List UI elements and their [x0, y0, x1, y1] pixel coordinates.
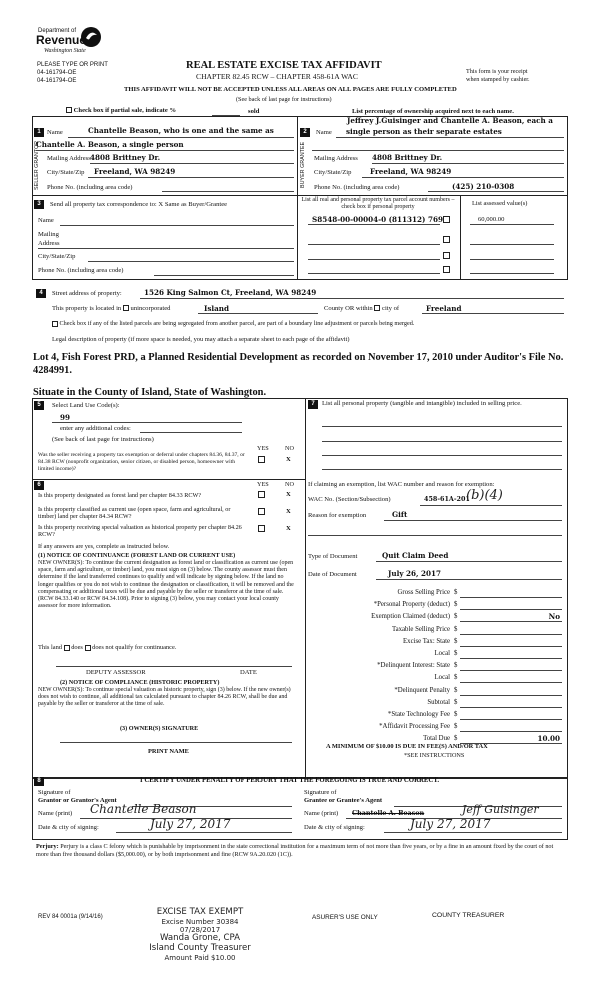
does-checkbox[interactable] — [64, 645, 70, 651]
wac-claim: If claiming an exemption, list WAC number and reason for exemption: — [308, 481, 495, 488]
sec2-mail-label: Mailing Address — [314, 155, 358, 162]
section-4-number: 4 — [36, 289, 46, 298]
warning: THIS AFFIDAVIT WILL NOT BE ACCEPTED UNLESS ALL AREAS ON ALL PAGES ARE FULLY COMPLETED — [124, 86, 457, 93]
dor-logo — [36, 26, 96, 60]
sec3-city-label: City/State/Zip — [38, 253, 76, 260]
stamp-office: Island County Treasurer — [149, 942, 251, 953]
segregated-label: Check box if any of the listed parcels are being segregated from another parcel, are part of a boundary line adjustment or parcels being merged. — [59, 320, 415, 327]
sec3-send-label — [50, 201, 227, 209]
stamp-date: 07/28/2017 — [179, 925, 221, 934]
grantee-sig-label-1: Signature of — [304, 789, 337, 796]
certify-statement: I CERTIFY UNDER PENALTY OF PERJURY THAT THE FOREGOING IS TRUE AND CORRECT. — [140, 777, 440, 784]
sec5-sec6-divider — [32, 479, 305, 480]
sec1-mail-line — [90, 163, 294, 164]
tax-row-dollar: $ — [454, 674, 458, 682]
grantor-date-line — [116, 832, 292, 833]
dept-line2: Revenue — [36, 33, 87, 47]
doc-type-label: Type of Document — [308, 553, 358, 560]
does-not-label: does not qualify for continuance. — [92, 644, 177, 651]
parcel-personal-checkbox-1[interactable] — [443, 216, 450, 223]
does-not-checkbox[interactable] — [85, 645, 91, 651]
please-type: PLEASE TYPE OR PRINT — [37, 62, 108, 68]
current-use-answer: X — [286, 508, 291, 515]
partial-sale-checkbox[interactable] — [66, 107, 72, 113]
sec2-mail-value: 4808 Brittney Dr. — [372, 153, 443, 162]
party-hdivider — [32, 195, 568, 196]
doc-date-line — [376, 579, 562, 580]
sec2-phone-label: Phone No. (including area code) — [314, 184, 400, 191]
sec1-name-label: Name — [47, 129, 63, 136]
sec1-city-value: Freeland, WA 98249 — [94, 167, 176, 176]
sec3-phone-line — [154, 275, 294, 276]
sec1-mail-value: 4808 Brittney Dr. — [90, 153, 161, 162]
historic-yes-checkbox[interactable] — [258, 525, 265, 532]
grantee-date-label: Date & city of signing: — [304, 824, 365, 831]
assessed-line-4 — [470, 273, 554, 274]
land-use-line — [52, 422, 242, 423]
land-use-value: 99 — [60, 413, 71, 422]
county-or-label — [324, 305, 399, 313]
notice2-text: NEW OWNER(S): To continue special valuation as historic property, sign (3) below. If the new owner(s) does not wish to continue, all additional tax calculated pursuant to chapter 84.26 RCW, shall be due and payable by the seller or transferor at the time of sale. — [38, 687, 291, 708]
grantor-sig-label-1: Signature of — [38, 789, 71, 796]
personal-property-label: List all personal property (tangible and intangible) included in selling price. — [322, 400, 522, 407]
tax-row-label: Taxable Selling Price — [391, 625, 450, 633]
tax-row-label: *Personal Property (deduct) — [373, 601, 450, 609]
reason-line — [384, 520, 562, 521]
tax-row-line — [460, 731, 562, 732]
sec2-mail-line — [372, 163, 564, 164]
perjury-text: Perjury is a class C felony which is punishable by imprisonment in the state correctional institution for a maximum term of not more than five years, or by a fine in an amount fixed by the court of not more than five thousand dollars ($5,000.00), or by both imprisonment and fine (RCW 9A.20.020 (1C)). — [36, 843, 554, 858]
tax-row-dollar: $ — [454, 650, 458, 657]
parcel-personal-checkbox-3[interactable] — [443, 252, 450, 259]
assessed-line-2 — [470, 244, 554, 245]
tax-row-dollar: $ — [454, 723, 458, 731]
tax-row-dollar: $ — [454, 711, 458, 718]
sec3-city-line — [88, 261, 294, 262]
section-1-number: 1 — [34, 128, 44, 137]
grantee-name-typed: Chantelle A. Beason — [352, 809, 425, 817]
sec5-see-back: (See back of last page for instructions) — [52, 436, 154, 443]
sec2-city-line — [362, 177, 564, 178]
treasurer-use: ASURER'S USE ONLY — [312, 914, 378, 921]
sec1-mail-label: Mailing Address — [47, 155, 91, 162]
party-divider — [297, 116, 298, 280]
tax-row-line — [460, 609, 562, 610]
wac-line — [420, 505, 562, 506]
county-label: County OR within — [324, 305, 373, 312]
receipt-note-1: This form is your receipt — [466, 68, 528, 75]
parcel-header: List all real and personal property tax parcel account numbers – check box if personal property — [301, 197, 455, 211]
street-label: Street address of property: — [52, 290, 122, 297]
forest-question: Is this property designated as forest land per chapter 84.33 RCW? — [38, 492, 202, 499]
tax-row-label: Exemption Claimed (deduct) — [371, 613, 450, 621]
current-use-yes-checkbox[interactable] — [258, 508, 265, 515]
buyer-side-label: BUYER GRANTEE — [300, 141, 306, 189]
deputy-label: DEPUTY ASSESSOR — [86, 669, 146, 676]
parcel-line-3 — [308, 259, 440, 260]
tax-row-line — [460, 658, 562, 659]
county-line — [198, 313, 318, 314]
doc-date-value: July 26, 2017 — [388, 569, 442, 578]
assessed-divider — [460, 195, 461, 280]
tax-row-line — [460, 621, 562, 622]
tax-row-label: Subtotal — [427, 698, 450, 706]
reason-label: Reason for exemption — [308, 512, 367, 519]
sec3-phone-label: Phone No. (including area code) — [38, 267, 124, 274]
segregated-row — [52, 320, 414, 327]
stamp-number: Excise Number 30384 — [161, 917, 239, 926]
sec1-city-label: City/State/Zip — [47, 169, 85, 176]
forest-yes-checkbox[interactable] — [258, 491, 265, 498]
sec6-no: NO — [285, 481, 294, 488]
tax-row-label: Gross Selling Price — [397, 589, 450, 596]
sec1-name-line2 — [36, 150, 294, 151]
tax-row-label: *Delinquent Interest: State — [377, 662, 450, 670]
exempt-stamp — [130, 908, 270, 962]
sec1-name-value: Chantelle Beason, who is one and the same as — [88, 126, 274, 135]
unincorporated-checkbox[interactable] — [123, 305, 129, 311]
wac-subsection-hand: (b)(4) — [466, 488, 503, 503]
qualify-row — [38, 644, 176, 651]
parcel-value: S8548-00-00004-0 (811312) 769 — [312, 215, 443, 224]
notice2-title: (2) NOTICE OF COMPLIANCE (HISTORIC PROPERTY) — [60, 679, 220, 686]
does-label: does — [71, 644, 83, 651]
tax-row-dollar: $ — [454, 625, 458, 633]
tax-row-dollar: $ — [454, 662, 458, 670]
sec1-name-line — [68, 137, 294, 138]
pp-line-4 — [322, 469, 562, 470]
list-pct-note: List percentage of ownership acquired next to each name. — [352, 108, 514, 115]
located-row — [52, 305, 170, 313]
minimum-due: A MINIMUM OF $10.00 IS DUE IN FEE(S) AND/OR TAX — [326, 743, 488, 750]
grantee-name-hand: Jeff Guisinger — [462, 803, 539, 816]
sec3-mail-label: Mailing Address — [38, 231, 60, 247]
tax-row-label: *State Technology Fee — [387, 711, 450, 718]
grantee-date-hand: July 27, 2017 — [410, 817, 491, 831]
this-land-label: This land — [38, 644, 62, 651]
sec3-send-text: Send all property tax correspondence to: — [50, 201, 157, 208]
exemption-question: Was the seller receiving a property tax exemption or deferral under chapters 84.36, 84.37, or 84.38 RCW (nonprofit organization, senior citizen, or disabled person, homeowner with limited income)? — [38, 452, 245, 472]
tax-row-label: Excise Tax: State — [403, 637, 450, 645]
sec1-phone-label: Phone No. (including area code) — [47, 184, 133, 191]
sec3-same-as[interactable]: X Same as Buyer/Grantee — [158, 201, 228, 208]
perjury-bold: Perjury: — [36, 843, 59, 850]
doc-type-value: Quit Claim Deed — [382, 551, 449, 560]
pp-line-3 — [322, 455, 562, 456]
tax-row-label: *Delinquent Penalty — [394, 686, 450, 694]
grantor-date-label: Date & city of signing: — [38, 824, 99, 831]
land-use-label: Select Land Use Code(s): — [52, 402, 120, 409]
tax-row-line — [460, 670, 562, 671]
form-number-1: 04-161794-OE — [37, 70, 77, 76]
sec2-city-value: Freeland, WA 98249 — [370, 167, 452, 176]
partial-sale — [66, 107, 176, 115]
sec2-name-value2: single person as their separate estates — [346, 127, 502, 136]
sec2-city-label: City/State/Zip — [314, 169, 352, 176]
sec1-city-line — [88, 177, 294, 178]
grantee-date-line — [384, 832, 562, 833]
sec2-phone-value: (425) 210-0308 — [452, 182, 515, 191]
deputy-line — [56, 666, 292, 667]
tax-row-dollar: $ — [454, 601, 458, 609]
additional-line — [140, 432, 242, 433]
tax-row-dollar: $ — [454, 637, 458, 645]
owner-signature-label: (3) OWNER(S) SIGNATURE — [120, 725, 199, 732]
form-subtitle: CHAPTER 82.45 RCW – CHAPTER 458-61A WAC — [196, 72, 358, 81]
reason-line-2 — [308, 535, 562, 536]
tax-row-line — [460, 634, 562, 635]
dept-line1: Department of — [38, 28, 77, 34]
tax-row-line — [460, 597, 562, 598]
legal-label: Legal description of property (if more space is needed, you may attach a separate sheet to each page of the affidavit) — [52, 336, 350, 343]
doc-date-label: Date of Document — [308, 571, 357, 578]
sec1-phone-line — [162, 191, 294, 192]
tax-row-dollar: $ — [454, 735, 458, 743]
legal-description: Lot 4, Fish Forest PRD, a Planned Residential Development as recorded on November 17, 2010 under Auditor's File No. 4284991. — [33, 352, 564, 376]
parcel-line-1 — [308, 224, 440, 225]
stamp-amount: Amount Paid $10.00 — [164, 953, 236, 962]
sec2-name-line2 — [312, 150, 564, 151]
tax-row-line — [460, 682, 562, 683]
county-treasurer: COUNTY TREASURER — [432, 912, 505, 919]
lower-divider — [305, 398, 306, 778]
reason-value: Gift — [392, 510, 408, 519]
assessed-value: 60,000.00 — [478, 216, 505, 223]
grantee-name-label: Name (print) — [304, 810, 339, 817]
section-5-number: 5 — [34, 401, 44, 410]
parcel-line-2 — [308, 244, 440, 245]
partial-sale-label: Check box if partial sale, indicate % — [73, 107, 177, 114]
city-of-label: city of — [382, 305, 400, 312]
parcel-line-4 — [308, 273, 440, 274]
sec2-phone-line — [428, 191, 564, 192]
grantor-name-hand: Chantelle Beason — [90, 802, 197, 816]
pp-line-1 — [322, 426, 562, 427]
sec3-name-line — [60, 225, 294, 226]
tax-row-label: *Affidavit Processing Fee — [379, 723, 450, 731]
form-title: REAL ESTATE EXCISE TAX AFFIDAVIT — [186, 60, 382, 71]
stamp-name: Wanda Grone, CPA — [159, 932, 241, 943]
form-number-2: 04-161794-OE — [37, 78, 77, 84]
receipt-note-2: when stamped by cashier. — [466, 76, 530, 83]
tax-row-dollar: $ — [454, 698, 458, 706]
section-6-number: 6 — [34, 481, 44, 490]
grantee-sig-label-2: Grantee or Grantee's Agent — [304, 797, 383, 804]
situate: Situate in the County of Island, State of Washington. — [33, 387, 267, 398]
pp-line-2 — [322, 441, 562, 442]
segregated-checkbox[interactable] — [52, 321, 58, 327]
print-name-label: PRINT NAME — [148, 748, 189, 755]
assessed-header: List assessed value(s) — [472, 200, 528, 207]
wac-label: WAC No. (Section/Subsection) — [308, 496, 391, 503]
street-line — [140, 298, 564, 299]
street-value: 1526 King Salmon Ct, Freeland, WA 98249 — [144, 288, 317, 297]
sec6-yes: YES — [257, 481, 269, 488]
sec5-no: NO — [285, 445, 294, 452]
assessed-line-1 — [470, 224, 554, 225]
perjury-notice — [36, 843, 566, 859]
see-instructions: *SEE INSTRUCTIONS — [404, 752, 465, 759]
notice1-text: NEW OWNER(S): To continue the current designation as forest land or classification as current use (open space, farm and agriculture, or timber) land, you must sign on (3) below. The county assessor must then determine if the land transferred continues to qualify and will indicate by signing below. If the land no longer qualifies or you do not wish to continue the designation or classification, it will be removed and the compensating or additional taxes will be due and payable by the seller or transferor at the time of sale. (RCW 84.33.140 or RCW 84.34.108). Prior to signing (3) below, you may contact your local county assessor for more information. — [38, 560, 294, 610]
tax-row-line — [460, 707, 562, 708]
section-8-number: 8 — [34, 777, 44, 786]
tax-row-label: Total Due — [423, 735, 450, 743]
parcel-personal-checkbox-4[interactable] — [443, 266, 450, 273]
parcel-personal-checkbox-2[interactable] — [443, 236, 450, 243]
tax-row-label: Local — [434, 674, 450, 682]
additional-codes: enter any additional codes: — [60, 425, 131, 432]
tax-row-value: No — [548, 611, 560, 621]
dept-line3: Washington State — [44, 48, 86, 54]
deputy-date-label: DATE — [240, 669, 257, 676]
section-2-number: 2 — [300, 128, 310, 137]
tax-row-dollar: $ — [454, 613, 458, 621]
exemption-yes-checkbox[interactable] — [258, 456, 265, 463]
county-value: Island — [204, 304, 230, 313]
city-line — [422, 313, 564, 314]
forest-answer: X — [286, 491, 291, 498]
tax-row-dollar: $ — [454, 686, 458, 694]
section-3-number: 3 — [34, 200, 44, 209]
see-back: (See back of last page for instructions) — [236, 96, 332, 103]
sec2-name-label: Name — [316, 129, 332, 136]
wac-value: 458-61A-201 — [424, 495, 470, 503]
sec1-name-value2: Chantelle A. Beason, a single person — [36, 140, 184, 149]
grantor-date-hand: July 27, 2017 — [150, 817, 231, 831]
rev-number: REV 84 0001a (9/14/16) — [38, 914, 103, 920]
sec3-mail-line — [38, 248, 294, 249]
located-label: This property is located in — [52, 305, 122, 312]
tax-row-line — [460, 695, 562, 696]
owner-sig-line — [60, 742, 292, 743]
historic-question: Is this property receiving special valuation as historical property per chapter 84.26 RCW? — [38, 524, 242, 539]
doc-type-line — [376, 561, 562, 562]
section-7-number: 7 — [308, 400, 318, 409]
assessed-line-3 — [470, 259, 554, 260]
sec3-name-label: Name — [38, 217, 54, 224]
grantor-name-label: Name (print) — [38, 810, 73, 817]
tax-row-label: Local — [434, 650, 450, 657]
current-use-question: Is this property classified as current use (open space, farm and agricultural, or timber) land per chapter 84.34 RCW? — [38, 506, 231, 521]
city-checkbox[interactable] — [374, 305, 380, 311]
tax-row-dollar: $ — [454, 589, 458, 596]
grantor-sig-label-2: Grantor or Grantor's Agent — [38, 797, 117, 804]
stamp-title: EXCISE TAX EXEMPT — [156, 907, 244, 917]
any-yes: If any answers are yes, complete as instructed below. — [38, 543, 170, 550]
unincorporated-label: unincorporated — [130, 305, 171, 312]
tax-row-value: 10.00 — [537, 733, 560, 743]
city-value: Freeland — [426, 304, 462, 313]
historic-answer: X — [286, 525, 291, 532]
exemption-answer: X — [286, 456, 291, 463]
tax-row-line — [460, 719, 562, 720]
sec2-name-value1: Jeffrey J.Guisinger and Chantelle A. Beason, each a — [347, 116, 553, 125]
sec2-name-line — [336, 137, 564, 138]
notice1-title: (1) NOTICE OF CONTINUANCE (FOREST LAND OR CURRENT USE) — [38, 552, 236, 559]
seller-side-label: SELLER GRANTOR — [34, 140, 40, 190]
tax-row-line — [460, 646, 562, 647]
sec5-yes: YES — [257, 445, 269, 452]
sold-label: sold — [248, 108, 260, 115]
